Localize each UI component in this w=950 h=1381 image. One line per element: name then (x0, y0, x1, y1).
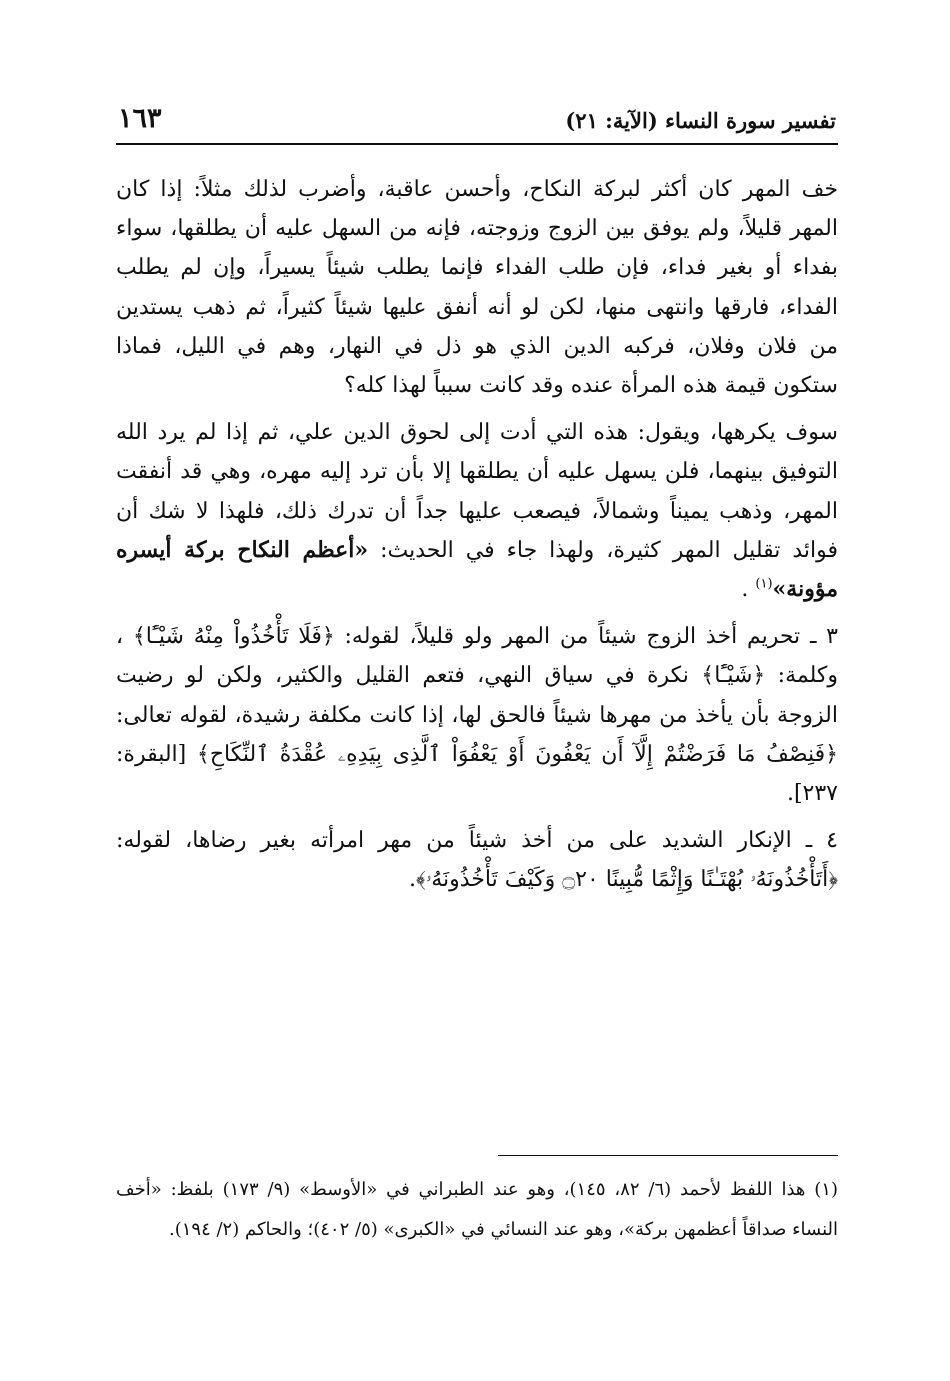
footnote-marker: (١) (755, 576, 773, 592)
hadith-quote: «أعظم النكاح بركة أيسره مؤونة» (116, 536, 838, 603)
paragraph-1-text: خف المهر كان أكثر لبركة النكاح، وأحسن عاقبة، وأضرب لذلك مثلاً: إذا كان المهر قليلاً، ولم يوفق بين الزوج وزوجته، فإنه من السهل عليه أن يطلقها، سواء بفداء أو بغير فداء، فإن طلب الفداء فإنما يطلب شيئاً يسيراً، وإن لم يطلب الفداء، فارقها وانتهى منها، لكن لو أنه أنفق عليها شيئاً كثيراً، ثم ذهب يستدين من فلان وفلان، فركبه الدين الذي هو ذل في النهار، وهم في الليل، فماذا ستكون قيمة هذه المرأة عنده وقد كانت سبباً لهذا كله؟ (116, 177, 838, 399)
paragraph-2 (116, 413, 838, 609)
page-number: ١٦٣ (118, 103, 162, 134)
paragraph-2-text: سوف يكرهها، ويقول: هذه التي أدت إلى لحوق الدين علي، ثم إذا لم يرد الله التوفيق بينهما، فلن يسهل عليه أن يطلقها إلا بأن ترد إليه مهره، وهي قد أنفقت المهر، وذهب يميناً وشمالاً، فيصعب عليها جداً أن تدرك ذلك، فلهذا لا شك أن فوائد تقليل المهر كثيرة، ولهذا جاء في الحديث: (116, 420, 838, 563)
header-rule (116, 143, 838, 145)
paragraph-3-text: ٣ ـ تحريم أخذ الزوج شيئاً من المهر ولو قليلاً، لقوله: ﴿فَلَا تَأْخُذُواْ مِنْهُ شَيْـًٔا﴾ ، وكلمة: ﴿شَيْـًٔا﴾ نكرة في سياق النهي، فتعم القليل والكثير، ولكن لو رضيت الزوجة بأن يأخذ من مهرها شيئاً فالحق لها، إذا كانت مكلفة رشيدة، لقوله تعالى: ﴿فَنِصْفُ مَا فَرَضْتُمْ إِلَّآ أَن يَعْفُونَ أَوْ يَعْفُوَاْ ٱلَّذِى بِيَدِهِۦ عُقْدَةُ ٱلنِّكَاحِ﴾ [البقرة: ٢٣٧]. (116, 624, 838, 807)
footnotes (116, 1170, 838, 1250)
footnote-1: (١) هذا اللفظ لأحمد (٦/ ٨٢، ١٤٥)، وهو عند الطبراني في «الأوسط» (٩/ ١٧٣) بلفظ: «أخف النساء صداقاً أعظمهن بركة»، وهو عند النسائي في «الكبرى» (٥/ ٤٠٢)؛ والحاكم (٢/ ١٩٤). (116, 1179, 838, 1240)
paragraph-1 (116, 170, 838, 405)
running-title: تفسير سورة النساء (الآية: ٢١) (565, 108, 836, 133)
page-header (118, 92, 836, 136)
paragraph-3 (116, 617, 838, 813)
paragraph-2-end: . (741, 577, 749, 603)
paragraph-4 (116, 821, 838, 899)
body-text (116, 170, 838, 908)
paragraph-4-text: ٤ ـ الإنكار الشديد على من أخذ شيئاً من مهر امرأته بغير رضاها، لقوله: ﴿أَتَأْخُذُونَهُۥ بُهْتَـٰنًا وَإِثْمًا مُّبِينًا ۝٢٠ وَكَيْفَ تَأْخُذُونَهُۥ﴾. (116, 828, 838, 893)
footnote-rule (498, 1155, 838, 1156)
